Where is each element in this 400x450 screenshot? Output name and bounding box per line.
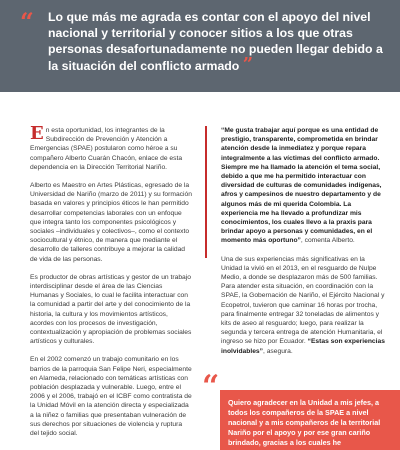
banner-quote-text xyxy=(48,9,388,74)
experience-text: Una de sus experiencias más significativas en la Unidad la vivió en el 2013, en el resguardo de Nulpe Medio, a donde se desplazaron más de 500 familias. Para atender esta situación, en coordinación con la SPAE, la Gobernación de Nariño, el Ejército Nacional y Ecopetrol, tuvieron que caminar 16 horas por trocha, para finalmente entregar 32 toneladas de alimentos y kits de aseo al resguardo; luego, para realizar la segunda y tercera entrega de atención Humanitaria, el ingreso se hizo por Ecuador. xyxy=(221,255,385,346)
paragraph: Es productor de obras artísticas y gestor de un trabajo interdisciplinar desde el área de las Ciencias Humanas y Sociales, lo cual le facilita interactuar con la comunidad a partir del arte y del conocimiento de la historia, la cultura y los movimientos artísticos, acordes con los procesos de investigación, contextualización y apropiación de problemas sociales artísticos y culturales. xyxy=(30,273,192,346)
quote-close-icon: ” xyxy=(242,54,254,75)
banner-quote-body: Lo que más me agrada es contar con el apoyo del nivel nacional y territorial y conocer sitios a los que otras personas desafortunadamente no pueden llegar debido a la situación del conflicto armado xyxy=(48,10,383,73)
paragraph: Alberto es Maestro en Artes Plásticas, egresado de la Universidad de Nariño (marzo de 2011) y su formación basada en valores y principios éticos le han permitido desarrollar competencias laborales con un enfoque que integra tanto los componentes psicológicos y sociales –individuales y colectivos–, como el contexto sociocultural y étnico, de manera que mediante el desarrollo de talleres contribuye a mejorar la calidad de vida de las personas. xyxy=(30,182,192,263)
quote-banner xyxy=(0,0,400,92)
dropcap: E xyxy=(30,123,44,144)
pull-quote-mark-icon: “ xyxy=(202,369,220,404)
quote-open-icon: “ xyxy=(20,7,34,36)
alberto-quote-tail: , comenta Alberto. xyxy=(300,237,355,245)
alberto-quote-bold: “Me gusta trabajar aquí porque es una entidad de prestigio, transparente, comprometida en brindar atención desde la inmediatez y porque repara integralmente a las víctimas del conflicto armado. Siempre me ha llamado la atención el tema social, debido a que me ha permitido interactuar con diversidad de culturas de comunidades indígenas, afros y campesinos de nuestro departamento y de algunos más de mi querida Colombia. La experiencia me ha llevado a profundizar mis conocimientos, los cuales llevo a la praxis para brindar apoyo a personas y comunidades, en el momento más oportuno” xyxy=(221,127,382,245)
alberto-quote xyxy=(221,126,387,246)
experience-paragraph xyxy=(221,255,387,356)
experience-tail: , asegura. xyxy=(263,347,293,355)
paragraph: En el 2002 comenzó un trabajo comunitario en los barrios de la parroquia San Felipe Neri, especialmente en Alameda, relacionado con temáticas artísticas con población desplazada y vulnerable. Luego, entre el 2006 y el 2006, trabajó en el ICBF como contratista de la Unidad Móvil en la atención directa y especializada a la niñez o familias que presentaban vulneración de sus derechos por situaciones de violencia y ruptura del tejido social. xyxy=(30,356,192,438)
quote-rule-divider xyxy=(205,126,207,258)
left-column xyxy=(30,123,192,447)
pull-quote-text: Quiero agradecer en la Unidad a mis jefes, a todos los compañeros de la SPAE a nivel nacional y a mis compañeros de la territorial Nariño por el apoyo y por ese gran cariño brindado, gracias a los cuales he xyxy=(228,398,381,447)
paragraph-text: n esta oportunidad, los integrantes de la Subdirección de Prevención y Atención a Emergencias (SPAE) postularon como héroe a su compañero Alberto Cuarán Chacón, enlace de esta dependencia en la Dirección Territorial Nariño. xyxy=(30,127,183,171)
right-column xyxy=(221,126,387,365)
experience-quote: “Estas son experiencias inolvidables” xyxy=(221,338,385,355)
intro-paragraph xyxy=(30,123,192,172)
